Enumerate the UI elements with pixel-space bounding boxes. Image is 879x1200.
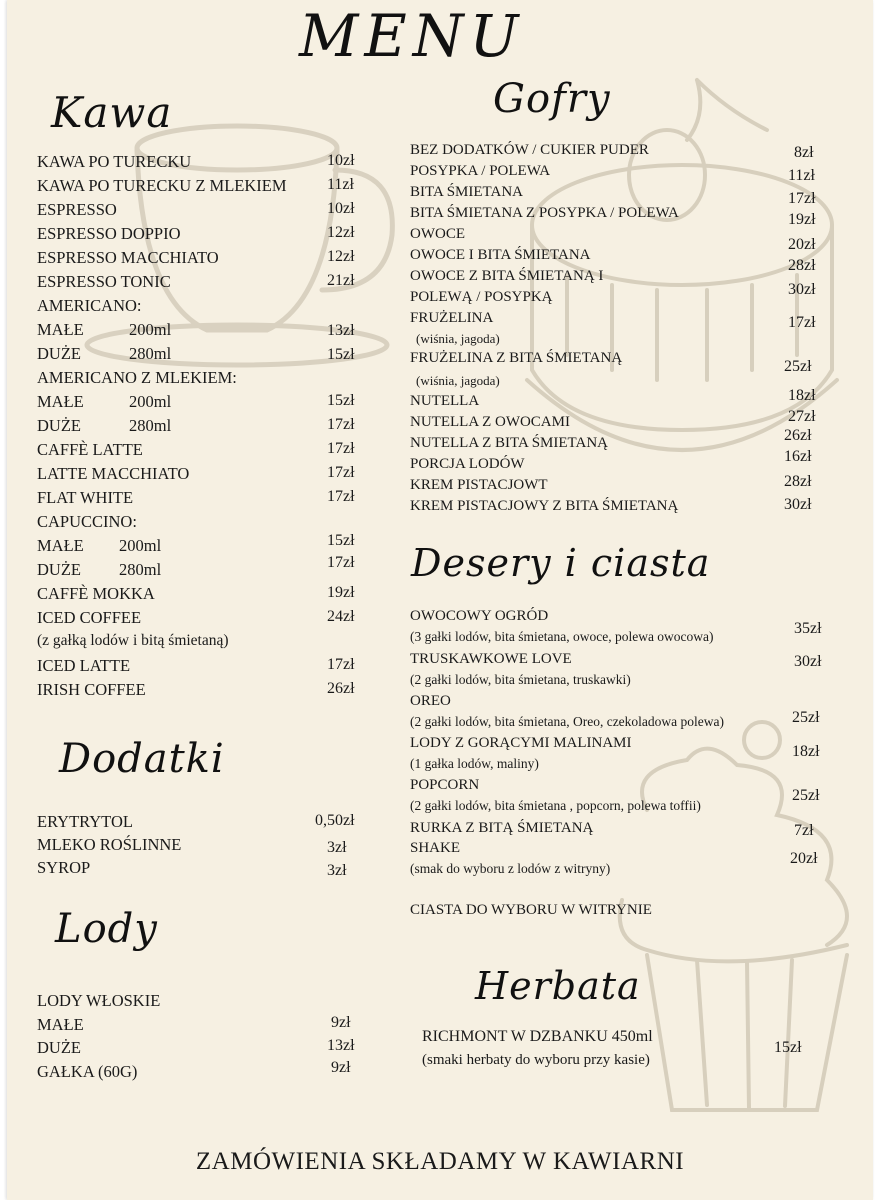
dodatki-heading: Dodatki	[59, 736, 225, 782]
footer-note: ZAMÓWIENIA SKŁADAMY W KAWIARNI	[195, 1148, 685, 1175]
herbata-heading: Herbata	[475, 964, 641, 1008]
gofry-heading: Gofry	[493, 76, 611, 122]
menu-page: MENU Kawa KAWA PO TURECKU 10zł KAWA PO TURECKU Z MLEKIEM 11zł ESPRESSO 10zł ESPRESSO DOPPIO 12zł ESPRESSO MACCHIATO 12zł ESPRESSO TONIC 21zł AMERICANO: MAŁE 200ml 13zł DUŻE 280ml 15zł AMERICANO Z MLEKIEM: MAŁE 200ml 15zł DUŻE 280ml 17zł CAFFÈ LATTE 17zł LATTE MACCHIATO 17zł FLAT WHITE 17zł CAPUCCINO: MAŁE 200ml 15zł DUŻE 280ml 17zł CAFFÈ MOKKA 19zł ICED COFFEE 24zł (z gałką lodów i bitą śmietaną) ICED LATTE 17zł IRISH COFFEE 26zł Dodatki ERYTRYTOL 0,50zł MLEKO ROŚLINNE 3zł SYROP 3zł Lody LODY WŁOSKIE MAŁE 9zł DUŻE 13zł GAŁKA (60G) 9zł Gofry BEZ DODATKÓW / CUKIER PUDER 8zł POSYPKA / POLEWA 11zł BITA ŚMIETANA 17zł BITA ŚMIETANA Z POSYPKA / POLEWA 19zł OWOCE 20zł OWOCE I BITA ŚMIETANA 28zł OWOCE Z BITA ŚMIETANĄ I POLEWĄ / POSYPKĄ 30zł FRUŻELINA 17zł (wiśnia, jagoda) FRUŻELINA Z BITA ŚMIETANĄ 25zł (wiśnia, jagoda) NUTELLA 18zł NUTELLA Z OWOCAMI 27zł NUTELLA Z BITA ŚMIETANĄ 26zł PORCJA LODÓW 16zł KREM PISTACJOWT 28zł KREM PISTACJOWY Z BITA ŚMIETANĄ 30zł Desery i ciasta OWOCOWY OGRÓD (3 gałki lodów, bita śmietana, owoce, polewa owocowa) 35zł TRUSKAWKOWE LOVE (2 gałki lodów, bita śmietana, truskawki) 30zł OREO (2 gałki lodów, bita śmietana, Oreo, czekoladowa polewa) 25zł LODY Z GORĄCYMI MALINAMI (1 gałka lodów, maliny) 18zł POPCORN (2 gałki lodów, bita śmietana , popcorn, polewa toffii) 25zł RURKA Z BITĄ ŚMIETANĄ 7zł SHAKE (smak do wyboru z lodów z witryny) 20zł CIASTA DO WYBORU W WITRYNIE Herbata RICHMONT W DZBANKU 450ml (smaki herbaty do wyboru przy kasie) 15zł ZAMÓWIENIA SKŁADAMY W KAWIARNI	[7, 0, 873, 1200]
menu-title: MENU	[299, 2, 525, 70]
desery-heading: Desery i ciasta	[411, 541, 711, 585]
lody-heading: Lody	[55, 906, 158, 952]
kawa-heading: Kawa	[51, 88, 173, 137]
